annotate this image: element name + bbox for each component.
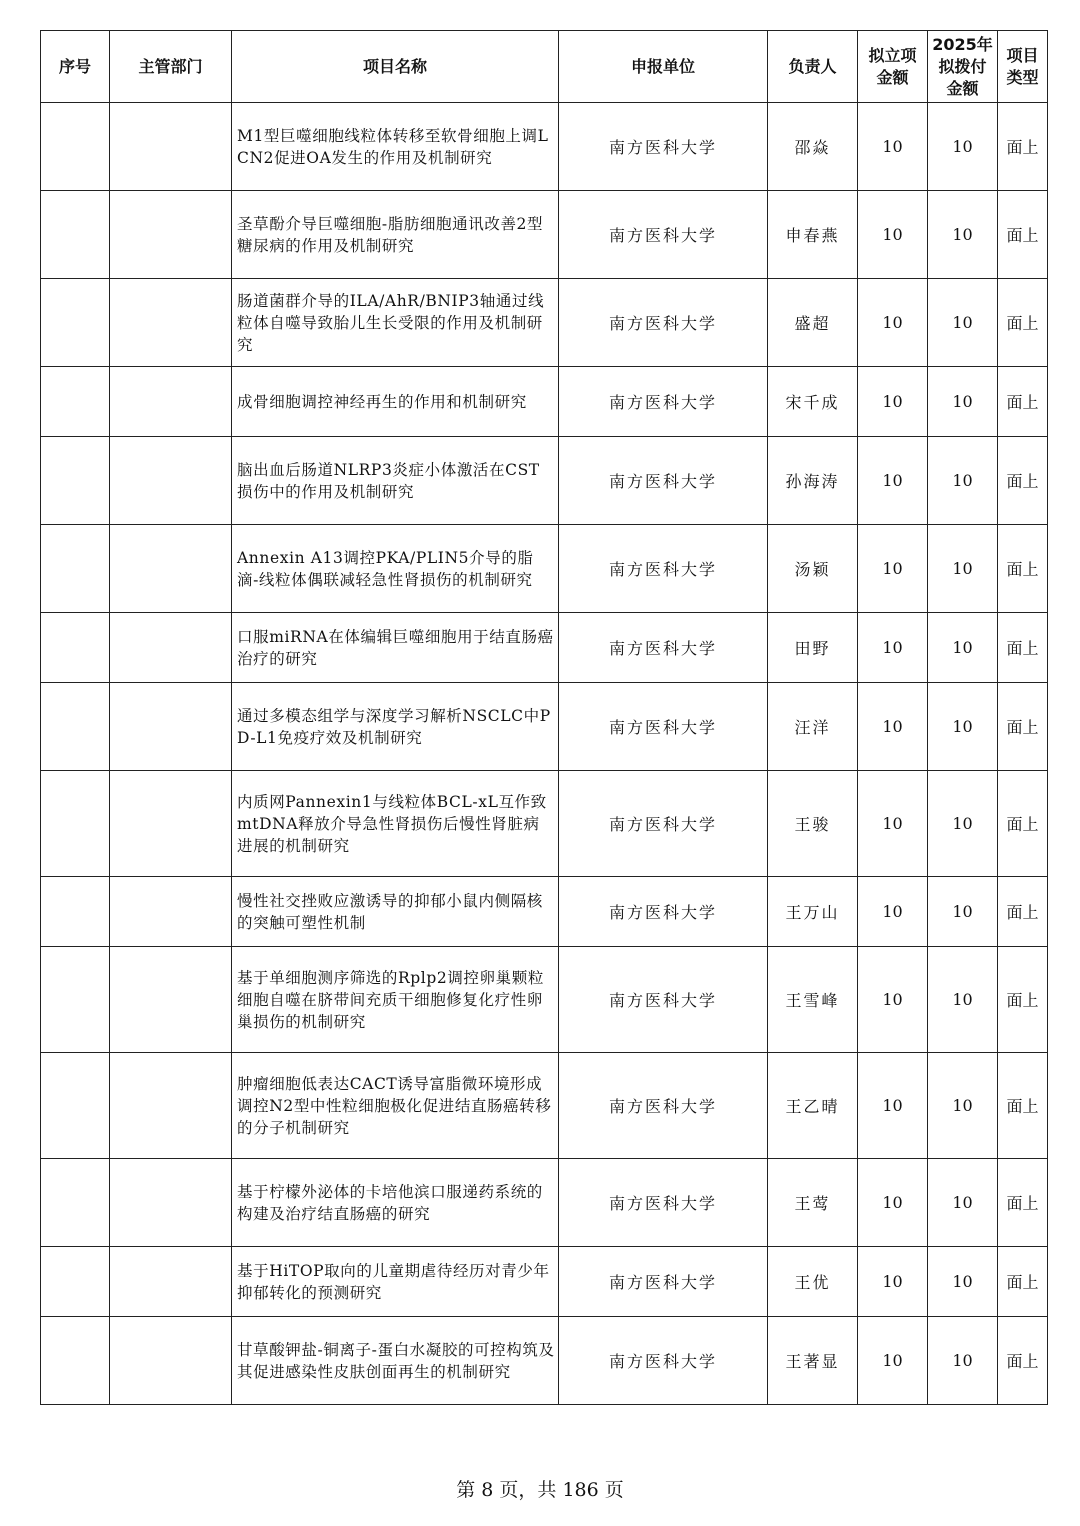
cell-type: 面上 — [998, 1053, 1048, 1159]
table-row — [41, 947, 1048, 1053]
cell-project-name: 成骨细胞调控神经再生的作用和机制研究 — [232, 367, 559, 437]
cell-dept — [110, 191, 232, 279]
cell-type: 面上 — [998, 613, 1048, 683]
cell-dept — [110, 103, 232, 191]
header-unit: 申报单位 — [559, 31, 768, 103]
cell-person: 田野 — [768, 613, 858, 683]
cell-amount: 10 — [858, 1053, 928, 1159]
cell-person: 申春燕 — [768, 191, 858, 279]
cell-type: 面上 — [998, 525, 1048, 613]
cell-alloc: 10 — [928, 191, 998, 279]
cell-unit: 南方医科大学 — [559, 683, 768, 771]
cell-alloc: 10 — [928, 771, 998, 877]
cell-alloc: 10 — [928, 525, 998, 613]
header-person: 负责人 — [768, 31, 858, 103]
cell-seq — [41, 877, 110, 947]
cell-unit: 南方医科大学 — [559, 279, 768, 367]
header-dept: 主管部门 — [110, 31, 232, 103]
cell-type: 面上 — [998, 191, 1048, 279]
cell-seq — [41, 1247, 110, 1317]
cell-person: 王万山 — [768, 877, 858, 947]
cell-project-name: 脑出血后肠道NLRP3炎症小体激活在CST损伤中的作用及机制研究 — [232, 437, 559, 525]
cell-amount: 10 — [858, 1247, 928, 1317]
cell-unit: 南方医科大学 — [559, 191, 768, 279]
cell-amount: 10 — [858, 613, 928, 683]
cell-dept — [110, 877, 232, 947]
cell-amount: 10 — [858, 877, 928, 947]
cell-person: 王莺 — [768, 1159, 858, 1247]
cell-unit: 南方医科大学 — [559, 613, 768, 683]
page-footer: 第 8 页，共 186 页 — [456, 1479, 624, 1501]
cell-project-name: 肠道菌群介导的ILA/AhR/BNIP3轴通过线粒体自噬导致胎儿生长受限的作用及机制研究 — [232, 279, 559, 367]
cell-amount: 10 — [858, 437, 928, 525]
cell-dept — [110, 1053, 232, 1159]
cell-alloc: 10 — [928, 613, 998, 683]
table-row — [41, 1247, 1048, 1317]
cell-seq — [41, 1159, 110, 1247]
cell-amount: 10 — [858, 103, 928, 191]
cell-project-name: 基于HiTOP取向的儿童期虐待经历对青少年抑郁转化的预测研究 — [232, 1247, 559, 1317]
cell-dept — [110, 613, 232, 683]
cell-type: 面上 — [998, 367, 1048, 437]
cell-amount: 10 — [858, 191, 928, 279]
cell-unit: 南方医科大学 — [559, 525, 768, 613]
cell-person: 邵焱 — [768, 103, 858, 191]
cell-person: 王著显 — [768, 1317, 858, 1405]
cell-alloc: 10 — [928, 947, 998, 1053]
cell-seq — [41, 947, 110, 1053]
cell-unit: 南方医科大学 — [559, 103, 768, 191]
cell-person: 孙海涛 — [768, 437, 858, 525]
cell-amount: 10 — [858, 279, 928, 367]
cell-alloc: 10 — [928, 279, 998, 367]
cell-person: 汤颖 — [768, 525, 858, 613]
cell-alloc: 10 — [928, 877, 998, 947]
table-row — [41, 1053, 1048, 1159]
cell-alloc: 10 — [928, 683, 998, 771]
table-header-row — [41, 31, 1048, 103]
table-body — [41, 103, 1048, 1405]
project-table — [40, 30, 1048, 1405]
header-type: 项目类型 — [998, 31, 1048, 103]
cell-unit: 南方医科大学 — [559, 771, 768, 877]
cell-alloc: 10 — [928, 1159, 998, 1247]
cell-seq — [41, 103, 110, 191]
table-row — [41, 771, 1048, 877]
cell-seq — [41, 683, 110, 771]
cell-project-name: 圣草酚介导巨噬细胞-脂肪细胞通讯改善2型糖尿病的作用及机制研究 — [232, 191, 559, 279]
cell-seq — [41, 1317, 110, 1405]
table-row — [41, 103, 1048, 191]
cell-type: 面上 — [998, 103, 1048, 191]
cell-project-name: 肿瘤细胞低表达CACT诱导富脂微环境形成调控N2型中性粒细胞极化促进结直肠癌转移的分子机制研究 — [232, 1053, 559, 1159]
cell-dept — [110, 1159, 232, 1247]
cell-person: 盛超 — [768, 279, 858, 367]
cell-alloc: 10 — [928, 1317, 998, 1405]
cell-type: 面上 — [998, 437, 1048, 525]
cell-alloc: 10 — [928, 1053, 998, 1159]
cell-seq — [41, 191, 110, 279]
cell-seq — [41, 367, 110, 437]
cell-alloc: 10 — [928, 367, 998, 437]
cell-amount: 10 — [858, 367, 928, 437]
cell-amount: 10 — [858, 771, 928, 877]
cell-unit: 南方医科大学 — [559, 947, 768, 1053]
cell-unit: 南方医科大学 — [559, 437, 768, 525]
cell-project-name: M1型巨噬细胞线粒体转移至软骨细胞上调LCN2促进OA发生的作用及机制研究 — [232, 103, 559, 191]
cell-unit: 南方医科大学 — [559, 1317, 768, 1405]
cell-person: 汪洋 — [768, 683, 858, 771]
cell-seq — [41, 613, 110, 683]
cell-dept — [110, 437, 232, 525]
cell-type: 面上 — [998, 947, 1048, 1053]
cell-seq — [41, 525, 110, 613]
cell-project-name: 口服miRNA在体编辑巨噬细胞用于结直肠癌治疗的研究 — [232, 613, 559, 683]
cell-alloc: 10 — [928, 437, 998, 525]
cell-type: 面上 — [998, 1159, 1048, 1247]
cell-person: 王雪峰 — [768, 947, 858, 1053]
cell-unit: 南方医科大学 — [559, 367, 768, 437]
table-row — [41, 437, 1048, 525]
cell-type: 面上 — [998, 771, 1048, 877]
cell-project-name: 基于柠檬外泌体的卡培他滨口服递药系统的构建及治疗结直肠癌的研究 — [232, 1159, 559, 1247]
table-row — [41, 367, 1048, 437]
cell-project-name: 内质网Pannexin1与线粒体BCL-xL互作致mtDNA释放介导急性肾损伤后慢性肾脏病进展的机制研究 — [232, 771, 559, 877]
table-row — [41, 877, 1048, 947]
cell-person: 宋千成 — [768, 367, 858, 437]
cell-project-name: 基于单细胞测序筛选的Rplp2调控卵巢颗粒细胞自噬在脐带间充质干细胞修复化疗性卵巢损伤的机制研究 — [232, 947, 559, 1053]
cell-unit: 南方医科大学 — [559, 1247, 768, 1317]
cell-person: 王乙晴 — [768, 1053, 858, 1159]
cell-dept — [110, 771, 232, 877]
cell-seq — [41, 771, 110, 877]
cell-dept — [110, 683, 232, 771]
cell-project-name: Annexin A13调控PKA/PLIN5介导的脂滴-线粒体偶联减轻急性肾损伤的机制研究 — [232, 525, 559, 613]
table-row — [41, 1159, 1048, 1247]
cell-seq — [41, 279, 110, 367]
cell-type: 面上 — [998, 279, 1048, 367]
cell-amount: 10 — [858, 683, 928, 771]
cell-dept — [110, 525, 232, 613]
table-row — [41, 525, 1048, 613]
table-row — [41, 191, 1048, 279]
cell-type: 面上 — [998, 1317, 1048, 1405]
cell-amount: 10 — [858, 1317, 928, 1405]
cell-dept — [110, 947, 232, 1053]
cell-project-name: 甘草酸钾盐-铜离子-蛋白水凝胶的可控构筑及其促进感染性皮肤创面再生的机制研究 — [232, 1317, 559, 1405]
cell-type: 面上 — [998, 877, 1048, 947]
table-row — [41, 613, 1048, 683]
cell-dept — [110, 279, 232, 367]
cell-seq — [41, 1053, 110, 1159]
cell-unit: 南方医科大学 — [559, 1159, 768, 1247]
cell-seq — [41, 437, 110, 525]
cell-project-name: 慢性社交挫败应激诱导的抑郁小鼠内侧隔核的突触可塑性机制 — [232, 877, 559, 947]
table-row — [41, 279, 1048, 367]
cell-type: 面上 — [998, 1247, 1048, 1317]
table-row — [41, 1317, 1048, 1405]
cell-alloc: 10 — [928, 103, 998, 191]
cell-person: 王优 — [768, 1247, 858, 1317]
cell-amount: 10 — [858, 525, 928, 613]
cell-unit: 南方医科大学 — [559, 877, 768, 947]
cell-alloc: 10 — [928, 1247, 998, 1317]
table-row — [41, 683, 1048, 771]
cell-person: 王骏 — [768, 771, 858, 877]
header-project: 项目名称 — [232, 31, 559, 103]
cell-dept — [110, 1317, 232, 1405]
header-amount: 拟立项金额 — [858, 31, 928, 103]
cell-amount: 10 — [858, 1159, 928, 1247]
cell-amount: 10 — [858, 947, 928, 1053]
cell-unit: 南方医科大学 — [559, 1053, 768, 1159]
cell-dept — [110, 367, 232, 437]
cell-type: 面上 — [998, 683, 1048, 771]
header-seq: 序号 — [41, 31, 110, 103]
cell-project-name: 通过多模态组学与深度学习解析NSCLC中PD-L1免疫疗效及机制研究 — [232, 683, 559, 771]
header-alloc: 2025年拟拨付金额 — [928, 31, 998, 103]
cell-dept — [110, 1247, 232, 1317]
